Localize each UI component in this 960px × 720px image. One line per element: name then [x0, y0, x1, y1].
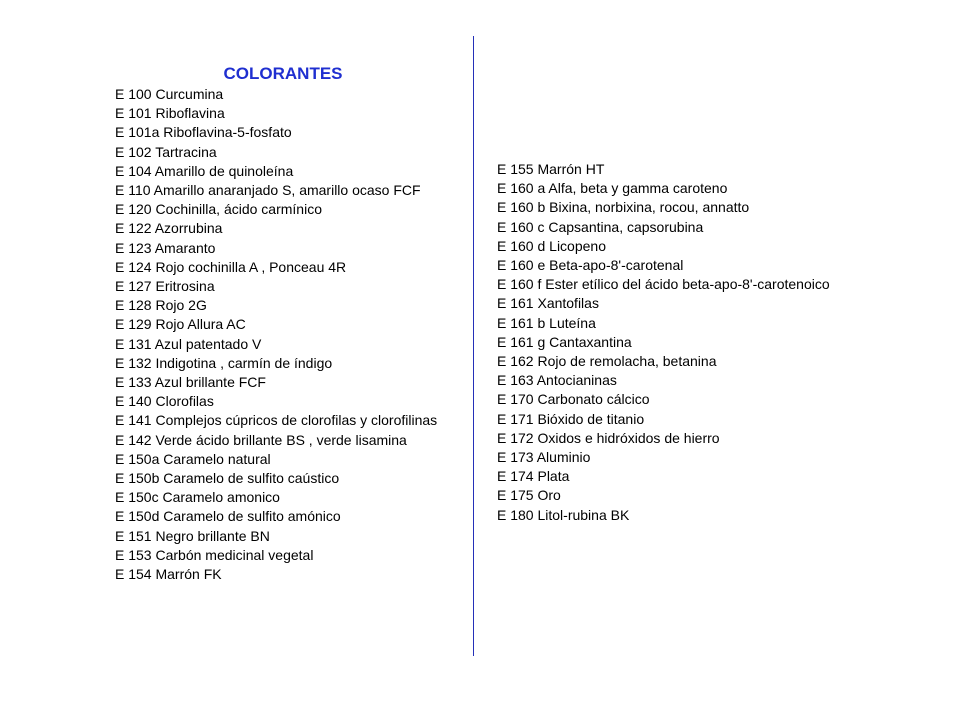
colorant-item: E 154 Marrón FK [115, 566, 222, 583]
colorant-item: E 128 Rojo 2G [115, 297, 207, 314]
colorant-item: E 101 Riboflavina [115, 105, 225, 122]
colorant-item: E 122 Azorrubina [115, 220, 223, 237]
colorant-item: E 100 Curcumina [115, 86, 224, 102]
colorant-item: E 160 c Capsantina, capsorubina [497, 218, 704, 235]
colorant-item: E 160 f Ester etílico del ácido beta-apo-8'-carotenoico [497, 276, 830, 293]
colorant-item: E 161 Xantofilas [497, 295, 599, 312]
column-divider [473, 36, 474, 656]
colorant-item: E 102 Tartracina [115, 143, 217, 160]
colorant-item: E 142 Verde ácido brillante BS , verde lisamina [115, 431, 407, 448]
colorant-list-left [115, 85, 455, 584]
colorant-item: E 150c Caramelo amonico [115, 489, 280, 506]
colorant-item: E 162 Rojo de remolacha, betanina [497, 353, 717, 370]
colorant-item: E 150d Caramelo de sulfito amónico [115, 508, 341, 525]
colorant-item: E 101a Riboflavina-5-fosfato [115, 124, 292, 141]
colorant-item: E 129 Rojo Allura AC [115, 316, 246, 333]
colorant-item: E 173 Aluminio [497, 449, 591, 466]
colorant-item: E 153 Carbón medicinal vegetal [115, 546, 314, 563]
colorant-item: E 110 Amarillo anaranjado S, amarillo ocaso FCF [115, 182, 421, 199]
colorant-item: E 160 d Licopeno [497, 237, 606, 254]
colorant-item: E 175 Oro [497, 487, 561, 504]
colorant-list-right [497, 160, 927, 525]
colorant-item: E 160 e Beta-apo-8'-carotenal [497, 257, 684, 274]
colorant-item: E 120 Cochinilla, ácido carmínico [115, 201, 322, 218]
colorant-item: E 104 Amarillo de quinoleína [115, 162, 294, 179]
colorant-item: E 123 Amaranto [115, 239, 216, 256]
colorant-item: E 150a Caramelo natural [115, 450, 271, 467]
colorant-item: E 171 Bióxido de titanio [497, 410, 645, 427]
colorant-item: E 163 Antocianinas [497, 372, 617, 389]
colorant-item: E 124 Rojo cochinilla A , Ponceau 4R [115, 258, 347, 275]
colorant-item: E 140 Clorofilas [115, 393, 214, 410]
colorant-item: E 170 Carbonato cálcico [497, 391, 650, 408]
colorant-item: E 150b Caramelo de sulfito caústico [115, 470, 340, 487]
colorant-item: E 133 Azul brillante FCF [115, 374, 266, 391]
colorant-item: E 161 g Cantaxantina [497, 333, 632, 350]
colorant-item: E 132 Indigotina , carmín de índigo [115, 354, 333, 371]
colorant-item: E 155 Marrón HT [497, 161, 605, 177]
colorant-item: E 131 Azul patentado V [115, 335, 262, 352]
colorant-item: E 172 Oxidos e hidróxidos de hierro [497, 429, 720, 446]
colorant-item: E 160 b Bixina, norbixina, rocou, annatto [497, 199, 750, 216]
slide-title: COLORANTES [223, 64, 343, 83]
colorant-item: E 174 Plata [497, 468, 570, 485]
colorant-item: E 180 Litol-rubina BK [497, 506, 630, 523]
colorant-item: E 127 Eritrosina [115, 278, 215, 295]
colorant-item: E 160 a Alfa, beta y gamma caroteno [497, 180, 728, 197]
colorant-item: E 141 Complejos cúpricos de clorofilas y clorofilinas [115, 412, 438, 429]
colorant-item: E 151 Negro brillante BN [115, 527, 270, 544]
colorant-item: E 161 b Luteína [497, 314, 596, 331]
